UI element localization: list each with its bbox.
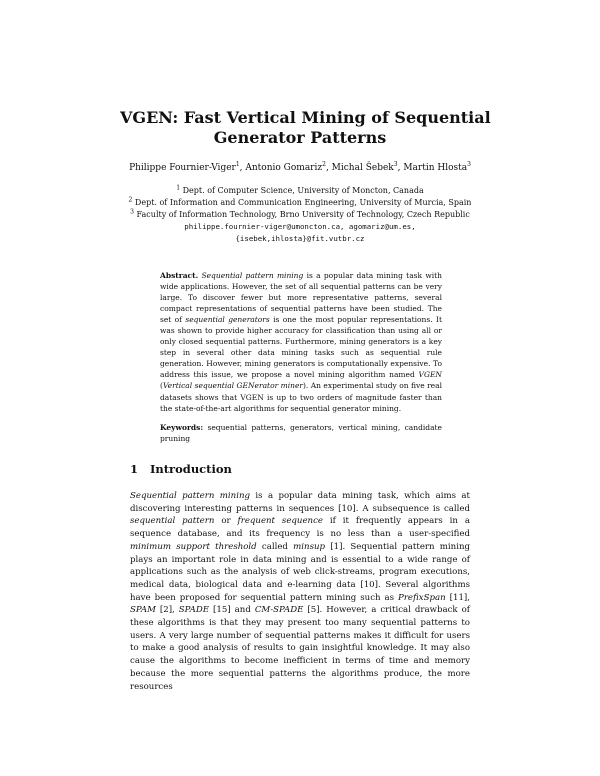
section-number: 1 xyxy=(130,462,139,476)
affiliation-line xyxy=(80,209,520,221)
text-run: [2], xyxy=(155,605,179,616)
author-affiliation-mark: 3 xyxy=(393,161,398,168)
italic-text: Sequential pattern mining xyxy=(201,271,304,280)
text-run: if it frequently appears in a sequence database, and its frequency is no less than a user-specified xyxy=(130,516,470,540)
abstract xyxy=(160,270,442,444)
text-run: ( xyxy=(160,381,163,391)
affiliation-mark: 1 xyxy=(176,184,181,192)
author-separator: , xyxy=(239,163,246,173)
abstract-text xyxy=(160,271,442,413)
italic-text: Sequential pattern mining xyxy=(130,491,250,501)
affiliation-mark: 3 xyxy=(130,208,134,216)
italic-text: SPAM xyxy=(130,605,156,616)
italic-text: VGEN xyxy=(418,370,442,380)
section-title: Introduction xyxy=(150,462,232,476)
italic-text: CM-SPADE xyxy=(254,605,304,616)
affiliation-text: Dept. of Computer Science, University of Moncton, Canada xyxy=(182,186,424,195)
affiliation-block xyxy=(80,185,520,245)
author-affiliation-mark: 2 xyxy=(322,161,326,168)
affiliation-text: Faculty of Information Technology, Brno University of Technology, Czech Republic xyxy=(136,210,470,219)
italic-text: sequential generators xyxy=(185,315,270,325)
text-run: called xyxy=(256,541,294,552)
affiliation-line xyxy=(80,197,520,209)
introduction-body xyxy=(130,490,470,693)
email-line: {isebek,ihlosta}@fit.vutbr.cz xyxy=(235,234,365,243)
email-line: philippe.fournier-viger@umoncton.ca, agomariz@um.es, xyxy=(184,222,416,231)
author-name: Philippe Fournier-Viger xyxy=(129,163,236,173)
paper-title xyxy=(120,108,491,148)
text-run: is one the most popular representations. It was shown to provide higher accuracy for classification than using all or only closed sequential patterns. Furthermore, mining generators is a key step in several other data mining tasks such as sequential rule generation. However, mining generators is computationally expensive. To address this issue, we propose a novel mining algorithm named xyxy=(160,315,442,380)
italic-text: minimum support threshold xyxy=(130,541,257,552)
author-name: Michal Šebek xyxy=(331,163,394,173)
italic-text: sequential pattern xyxy=(130,516,215,527)
italic-text: PrefixSpan xyxy=(398,592,446,603)
abstract-paragraph xyxy=(160,270,442,414)
text-run: [5]. However, a critical drawback of these algorithms is that they may present too many sequential patterns to users. A very large number of sequential patterns makes it difficult for users to make a good analysis of results to gain insightful knowledge. It may also cause the algorithms to become inefficient in terms of time and memory because the more sequential patterns the algorithms produce, the more resources xyxy=(130,605,470,692)
text-run: ). An experimental study on five real datasets shows that VGEN is up to two orders of magnitude faster than the state-of-the-art algorithms for sequential generator mining. xyxy=(160,381,442,413)
affiliation-text: Dept. of Information and Communication Engineering, University of Murcia, Spain xyxy=(134,198,472,207)
text-run: [15] and xyxy=(209,605,255,616)
keywords-label: Keywords: xyxy=(160,422,204,432)
abstract-label: Abstract. xyxy=(160,271,199,280)
italic-text: Vertical sequential GENerator miner xyxy=(162,381,303,391)
author-name: Martin Hlosta xyxy=(403,163,468,173)
keywords-text: sequential patterns, generators, vertical mining, candidate pruning xyxy=(160,422,442,443)
italic-text: frequent sequence xyxy=(237,516,323,527)
intro-paragraph xyxy=(130,490,470,693)
author-list xyxy=(80,163,520,173)
text-run: or xyxy=(214,516,238,527)
author-affiliation-mark: 1 xyxy=(235,161,240,168)
author-separator: , xyxy=(397,163,404,173)
text-run: is a popular data mining task, which aims at discovering interesting patterns in sequences [10]. A subsequence is called xyxy=(130,491,470,514)
italic-text: minsup xyxy=(293,541,326,552)
title-line-2: Generator Patterns xyxy=(213,128,387,147)
text-run: [1]. Sequential pattern mining plays an important role in data mining and is essential to a wide range of applications such as the analysis of web click-streams, program executions, medical data, biological data and e-learning data [10]. Several algorithms have been proposed for sequential pattern mining such as xyxy=(130,541,471,603)
keywords-paragraph xyxy=(160,422,442,444)
text-run: [11], xyxy=(445,592,471,603)
author-name: Antonio Gomariz xyxy=(245,163,323,173)
text-run: is a popular data mining task with wide applications. However, the set of all sequential patterns can be very large. To discover fewer but more representative patterns, several compact representations of sequential patterns have been studied. The set of xyxy=(160,271,442,325)
author-affiliation-mark: 3 xyxy=(467,161,471,168)
title-line-1: VGEN: Fast Vertical Mining of Sequential xyxy=(120,108,491,127)
author-separator: , xyxy=(325,163,332,173)
affiliation-line xyxy=(80,185,520,197)
section-heading xyxy=(130,462,232,476)
affiliation-mark: 2 xyxy=(128,196,133,204)
italic-text: SPADE xyxy=(178,605,210,616)
